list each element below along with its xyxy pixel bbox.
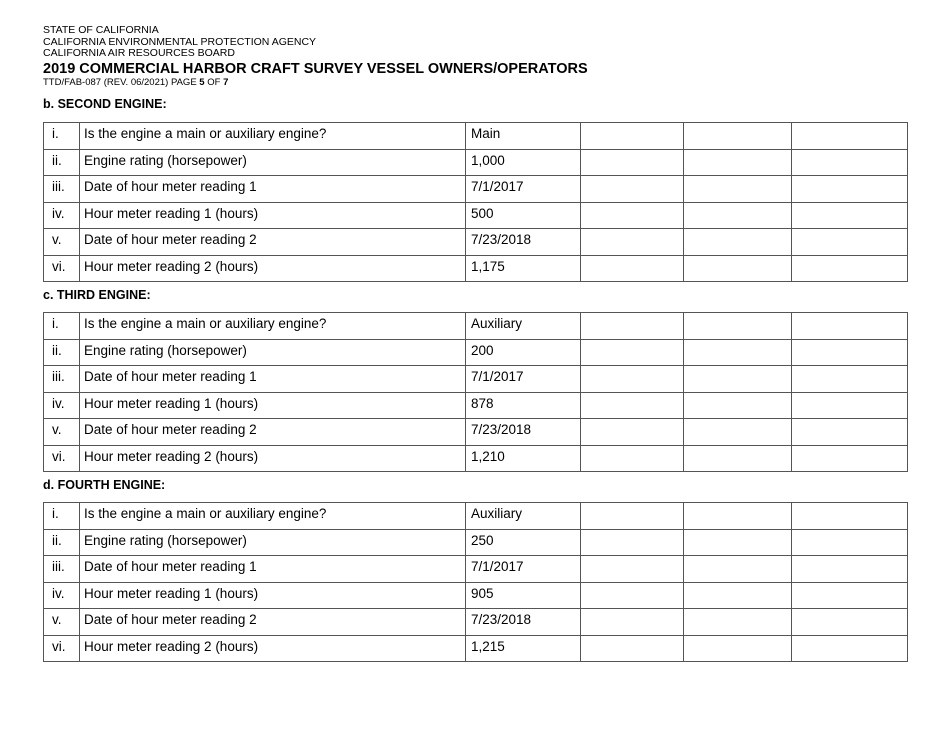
empty-cell[interactable]	[581, 313, 684, 340]
table-row	[44, 392, 908, 419]
answer-cell-text: Main	[471, 126, 501, 141]
table-row	[44, 556, 908, 583]
table-row	[44, 635, 908, 662]
row-number-text: iii.	[52, 559, 65, 574]
row-number	[44, 229, 80, 256]
table-row	[44, 419, 908, 446]
question-cell	[80, 556, 466, 583]
answer-cell-text: 500	[471, 205, 494, 221]
empty-cell[interactable]	[581, 366, 684, 393]
row-number-text: v.	[52, 232, 62, 247]
row-number-text: iv.	[52, 395, 65, 411]
answer-cell-text: 1,175	[471, 258, 505, 274]
row-number-text: i.	[52, 506, 59, 521]
row-number	[44, 123, 80, 150]
empty-cell[interactable]	[792, 366, 908, 393]
agency-name: CALIFORNIA ENVIRONMENTAL PROTECTION AGENCY	[43, 35, 317, 48]
answer-cell-text: 7/1/2017	[471, 559, 524, 574]
engine-table	[43, 502, 908, 662]
empty-cell[interactable]	[684, 419, 792, 446]
empty-cell[interactable]	[581, 529, 684, 556]
question-cell	[80, 339, 466, 366]
answer-cell-text: 7/23/2018	[471, 612, 532, 627]
empty-cell[interactable]	[792, 176, 908, 203]
empty-cell[interactable]	[684, 176, 792, 203]
form-header	[43, 25, 588, 88]
empty-cell[interactable]	[684, 202, 792, 229]
table-row	[44, 529, 908, 556]
row-number	[44, 609, 80, 636]
section-heading: b. SECOND ENGINE:	[43, 97, 167, 111]
question-cell-text: Hour meter reading 1 (hours)	[84, 585, 259, 601]
row-number	[44, 556, 80, 583]
row-number	[44, 419, 80, 446]
table-row	[44, 176, 908, 203]
question-cell	[80, 229, 466, 256]
row-number	[44, 176, 80, 203]
answer-cell-text: 250	[471, 532, 494, 548]
empty-cell[interactable]	[792, 149, 908, 176]
answer-cell[interactable]	[466, 609, 581, 636]
empty-cell[interactable]	[581, 609, 684, 636]
row-number	[44, 339, 80, 366]
empty-cell[interactable]	[684, 255, 792, 282]
answer-cell-text: 7/23/2018	[471, 232, 532, 247]
row-number	[44, 366, 80, 393]
empty-cell[interactable]	[684, 313, 792, 340]
empty-cell[interactable]	[581, 392, 684, 419]
empty-cell[interactable]	[581, 149, 684, 176]
empty-cell[interactable]	[792, 503, 908, 530]
empty-cell[interactable]	[792, 392, 908, 419]
empty-cell[interactable]	[792, 123, 908, 150]
table-row	[44, 503, 908, 530]
row-number-text: vi.	[52, 258, 66, 274]
empty-cell[interactable]	[684, 445, 792, 472]
question-cell-text: Date of hour meter reading 2	[84, 612, 257, 627]
empty-cell[interactable]	[684, 366, 792, 393]
answer-cell[interactable]	[466, 123, 581, 150]
empty-cell[interactable]	[581, 339, 684, 366]
row-number-text: ii.	[52, 342, 62, 358]
section-heading: d. FOURTH ENGINE:	[43, 478, 166, 492]
row-number-text: vi.	[52, 448, 66, 464]
question-cell-text: Is the engine a main or auxiliary engine?	[84, 126, 327, 141]
question-cell-text: Hour meter reading 2 (hours)	[84, 258, 259, 274]
row-number	[44, 392, 80, 419]
row-number-text: ii.	[52, 532, 62, 548]
answer-cell[interactable]	[466, 529, 581, 556]
answer-cell[interactable]	[466, 503, 581, 530]
question-cell-text: Date of hour meter reading 1	[84, 179, 257, 194]
question-cell	[80, 529, 466, 556]
question-cell-text: Hour meter reading 2 (hours)	[84, 448, 259, 464]
question-cell	[80, 149, 466, 176]
row-number	[44, 635, 80, 662]
answer-cell-text: Auxiliary	[471, 316, 523, 331]
engine-table	[43, 312, 908, 472]
table-row	[44, 366, 908, 393]
answer-cell-text: 1,215	[471, 638, 505, 654]
empty-cell[interactable]	[581, 419, 684, 446]
empty-cell[interactable]	[792, 255, 908, 282]
answer-cell[interactable]	[466, 313, 581, 340]
empty-cell[interactable]	[684, 392, 792, 419]
row-number	[44, 149, 80, 176]
empty-cell[interactable]	[684, 149, 792, 176]
row-number-text: ii.	[52, 152, 62, 168]
section-heading: c. THIRD ENGINE:	[43, 288, 151, 302]
empty-cell[interactable]	[581, 635, 684, 662]
question-cell	[80, 123, 466, 150]
empty-cell[interactable]	[684, 582, 792, 609]
empty-cell[interactable]	[581, 123, 684, 150]
table-row	[44, 582, 908, 609]
empty-cell[interactable]	[581, 445, 684, 472]
empty-cell[interactable]	[581, 556, 684, 583]
question-cell-text: Date of hour meter reading 2	[84, 422, 257, 437]
row-number-text: iv.	[52, 205, 65, 221]
row-number	[44, 503, 80, 530]
question-cell-text: Hour meter reading 1 (hours)	[84, 205, 259, 221]
agency-state: STATE OF CALIFORNIA	[43, 24, 159, 36]
answer-cell-text: 878	[471, 395, 494, 411]
row-number-text: i.	[52, 126, 59, 141]
question-cell	[80, 582, 466, 609]
empty-cell[interactable]	[581, 255, 684, 282]
page-total: 7	[223, 76, 229, 88]
empty-cell[interactable]	[792, 609, 908, 636]
answer-cell-text: 7/1/2017	[471, 369, 524, 384]
answer-cell-text: 1,000	[471, 152, 505, 168]
question-cell	[80, 202, 466, 229]
answer-cell[interactable]	[466, 556, 581, 583]
question-cell-text: Engine rating (horsepower)	[84, 342, 247, 358]
answer-cell-text: 7/23/2018	[471, 422, 532, 437]
question-cell-text: Date of hour meter reading 1	[84, 369, 257, 384]
row-number	[44, 582, 80, 609]
question-cell-text: Hour meter reading 2 (hours)	[84, 638, 259, 654]
empty-cell[interactable]	[792, 556, 908, 583]
empty-cell[interactable]	[684, 635, 792, 662]
empty-cell[interactable]	[684, 503, 792, 530]
table-row	[44, 313, 908, 340]
question-cell	[80, 503, 466, 530]
question-cell	[80, 445, 466, 472]
question-cell	[80, 366, 466, 393]
board-name: CALIFORNIA AIR RESOURCES BOARD	[43, 47, 235, 59]
empty-cell[interactable]	[581, 202, 684, 229]
table-row	[44, 445, 908, 472]
form-id-text: TTD/FAB-087 (REV. 06/2021) PAGE	[43, 76, 200, 88]
table-row	[44, 609, 908, 636]
question-cell	[80, 392, 466, 419]
empty-cell[interactable]	[792, 419, 908, 446]
answer-cell[interactable]	[466, 582, 581, 609]
answer-cell[interactable]	[466, 445, 581, 472]
question-cell-text: Is the engine a main or auxiliary engine?	[84, 506, 327, 521]
question-cell	[80, 313, 466, 340]
empty-cell[interactable]	[792, 582, 908, 609]
engine-table	[43, 122, 908, 282]
row-number	[44, 529, 80, 556]
row-number	[44, 313, 80, 340]
row-number-text: iv.	[52, 585, 65, 601]
row-number-text: iii.	[52, 369, 65, 384]
row-number-text: v.	[52, 422, 62, 437]
question-cell-text: Date of hour meter reading 2	[84, 232, 257, 247]
row-number-text: vi.	[52, 638, 66, 654]
question-cell-text: Engine rating (horsepower)	[84, 152, 247, 168]
table-row	[44, 123, 908, 150]
answer-cell[interactable]	[466, 255, 581, 282]
row-number	[44, 255, 80, 282]
answer-cell-text: 905	[471, 585, 494, 601]
answer-cell[interactable]	[466, 149, 581, 176]
empty-cell[interactable]	[581, 503, 684, 530]
question-cell	[80, 255, 466, 282]
row-number-text: i.	[52, 316, 59, 331]
answer-cell-text: 200	[471, 342, 494, 358]
question-cell-text: Date of hour meter reading 1	[84, 559, 257, 574]
row-number-text: v.	[52, 612, 62, 627]
row-number	[44, 445, 80, 472]
page-number: 5	[199, 76, 205, 88]
empty-cell[interactable]	[792, 229, 908, 256]
empty-cell[interactable]	[684, 609, 792, 636]
question-cell-text: Is the engine a main or auxiliary engine?	[84, 316, 327, 331]
answer-cell[interactable]	[466, 339, 581, 366]
empty-cell[interactable]	[792, 339, 908, 366]
row-number	[44, 202, 80, 229]
empty-cell[interactable]	[581, 229, 684, 256]
form-id	[43, 77, 588, 88]
page-title: 2019 COMMERCIAL HARBOR CRAFT SURVEY VESSEL OWNERS/OPERATORS	[43, 60, 588, 77]
answer-cell[interactable]	[466, 229, 581, 256]
question-cell	[80, 419, 466, 446]
question-cell	[80, 176, 466, 203]
answer-cell-text: 7/1/2017	[471, 179, 524, 194]
answer-cell[interactable]	[466, 202, 581, 229]
question-cell-text: Hour meter reading 1 (hours)	[84, 395, 259, 411]
empty-cell[interactable]	[684, 123, 792, 150]
question-cell-text: Engine rating (horsepower)	[84, 532, 247, 548]
answer-cell[interactable]	[466, 635, 581, 662]
empty-cell[interactable]	[792, 529, 908, 556]
answer-cell[interactable]	[466, 366, 581, 393]
empty-cell[interactable]	[581, 582, 684, 609]
table-row	[44, 255, 908, 282]
table-row	[44, 229, 908, 256]
page-of: OF	[204, 76, 224, 88]
table-row	[44, 202, 908, 229]
empty-cell[interactable]	[792, 635, 908, 662]
empty-cell[interactable]	[792, 445, 908, 472]
question-cell	[80, 635, 466, 662]
answer-cell[interactable]	[466, 419, 581, 446]
empty-cell[interactable]	[684, 529, 792, 556]
answer-cell[interactable]	[466, 392, 581, 419]
empty-cell[interactable]	[581, 176, 684, 203]
empty-cell[interactable]	[792, 202, 908, 229]
answer-cell-text: 1,210	[471, 448, 505, 464]
answer-cell[interactable]	[466, 176, 581, 203]
empty-cell[interactable]	[792, 313, 908, 340]
answer-cell-text: Auxiliary	[471, 506, 523, 521]
table-row	[44, 149, 908, 176]
row-number-text: iii.	[52, 179, 65, 194]
question-cell	[80, 609, 466, 636]
empty-cell[interactable]	[684, 556, 792, 583]
empty-cell[interactable]	[684, 229, 792, 256]
table-row	[44, 339, 908, 366]
empty-cell[interactable]	[684, 339, 792, 366]
